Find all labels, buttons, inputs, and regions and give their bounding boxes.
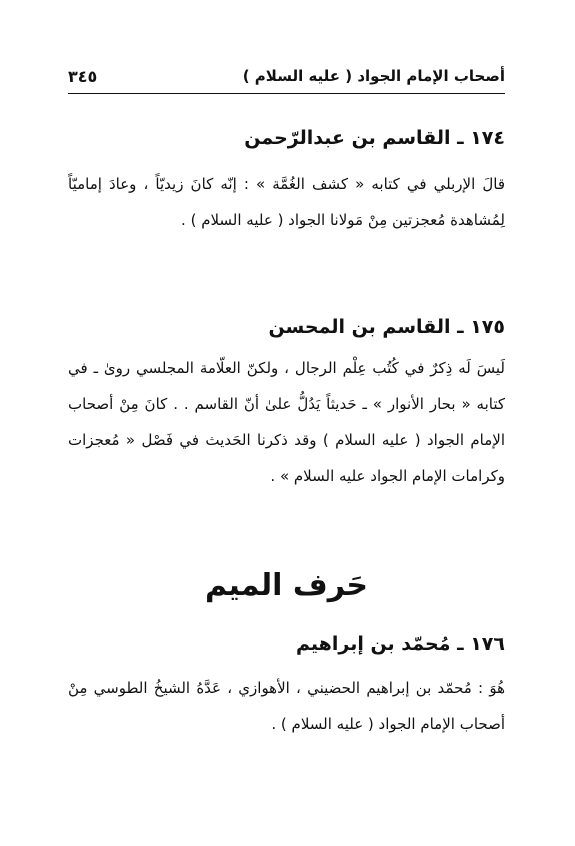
- entry-175-heading: ١٧٥ ـ القاسم بن المحسن: [268, 316, 505, 338]
- entry-174-heading: ١٧٤ ـ القاسم بن عبدالرّحمن: [244, 127, 505, 149]
- entry-176-heading: ١٧٦ ـ مُحمّد بن إبراهيم: [296, 633, 505, 655]
- header-title: أصحاب الإمام الجواد ( عليه السلام ): [242, 67, 505, 85]
- running-header: [68, 62, 505, 90]
- section-title: حَرف الميم: [204, 568, 368, 603]
- entry-174-body: قالَ الإربلي في كتابه « كشف الغُمَّة » : إنّه كانَ زيديّاً ، وعادَ إماميّاً لِمُشاهدة مُعجزتين مِنْ مَولانا الجواد ( عليه السلام ) .: [68, 175, 505, 229]
- entry-176-body: هُوَ : مُحمّد بن إبراهيم الحضيني ، الأهوازي ، عَدَّهُ الشيخُ الطوسي مِنْ أصحاب الإمام الجواد ( عليه السلام ) .: [68, 679, 505, 733]
- entry-175-body: لَيسَ لَه ذِكرٌ في كُتُب عِلْم الرجال ، ولكنّ العلّامة المجلسي روىٰ ـ في كتابه « بحار الأنوار » ـ حَديثاً يَدُلُّ علىٰ أنّ القاسم . . كانَ مِنْ أصحاب الإمام الجواد ( عليه السلام ) وقد ذكرنا الحَديث في فَصْل « مُعجزات وكرامات الإمام الجواد عليه السلام » .: [68, 359, 505, 485]
- header-divider: [68, 93, 505, 94]
- page-number: ٣٤٥: [68, 66, 98, 86]
